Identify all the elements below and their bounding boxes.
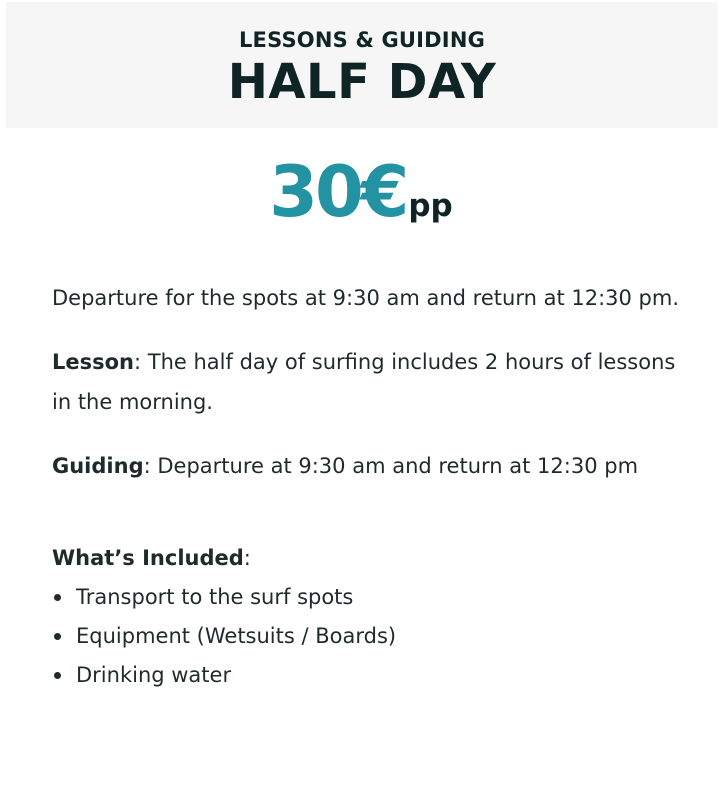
guiding-text: : Departure at 9:30 am and return at 12:30 pm xyxy=(143,454,639,478)
price-unit: pp xyxy=(408,188,453,224)
page-title: HALF DAY xyxy=(227,54,497,110)
list-item: Transport to the surf spots xyxy=(52,578,692,617)
list-item: Equipment (Wetsuits / Boards) xyxy=(52,617,692,656)
list-item: Drinking water xyxy=(52,656,692,695)
included-suffix: : xyxy=(243,546,251,570)
price-amount: 30€ xyxy=(269,151,407,233)
guiding-paragraph xyxy=(52,446,692,486)
included-heading xyxy=(52,538,692,578)
description-content xyxy=(52,278,692,695)
lesson-label: Lesson xyxy=(52,350,135,374)
section-subtitle: LESSONS & GUIDING xyxy=(238,28,486,52)
lesson-text: : The half day of surfing includes 2 hours of lessons in the morning. xyxy=(52,350,676,414)
lesson-paragraph xyxy=(52,342,692,422)
guiding-label: Guiding xyxy=(52,454,144,478)
included-label: What’s Included xyxy=(52,546,244,570)
included-list xyxy=(52,578,692,695)
departure-description: Departure for the spots at 9:30 am and return at 12:30 pm. xyxy=(52,286,680,310)
price-block xyxy=(0,150,722,234)
header-banner xyxy=(6,2,718,128)
